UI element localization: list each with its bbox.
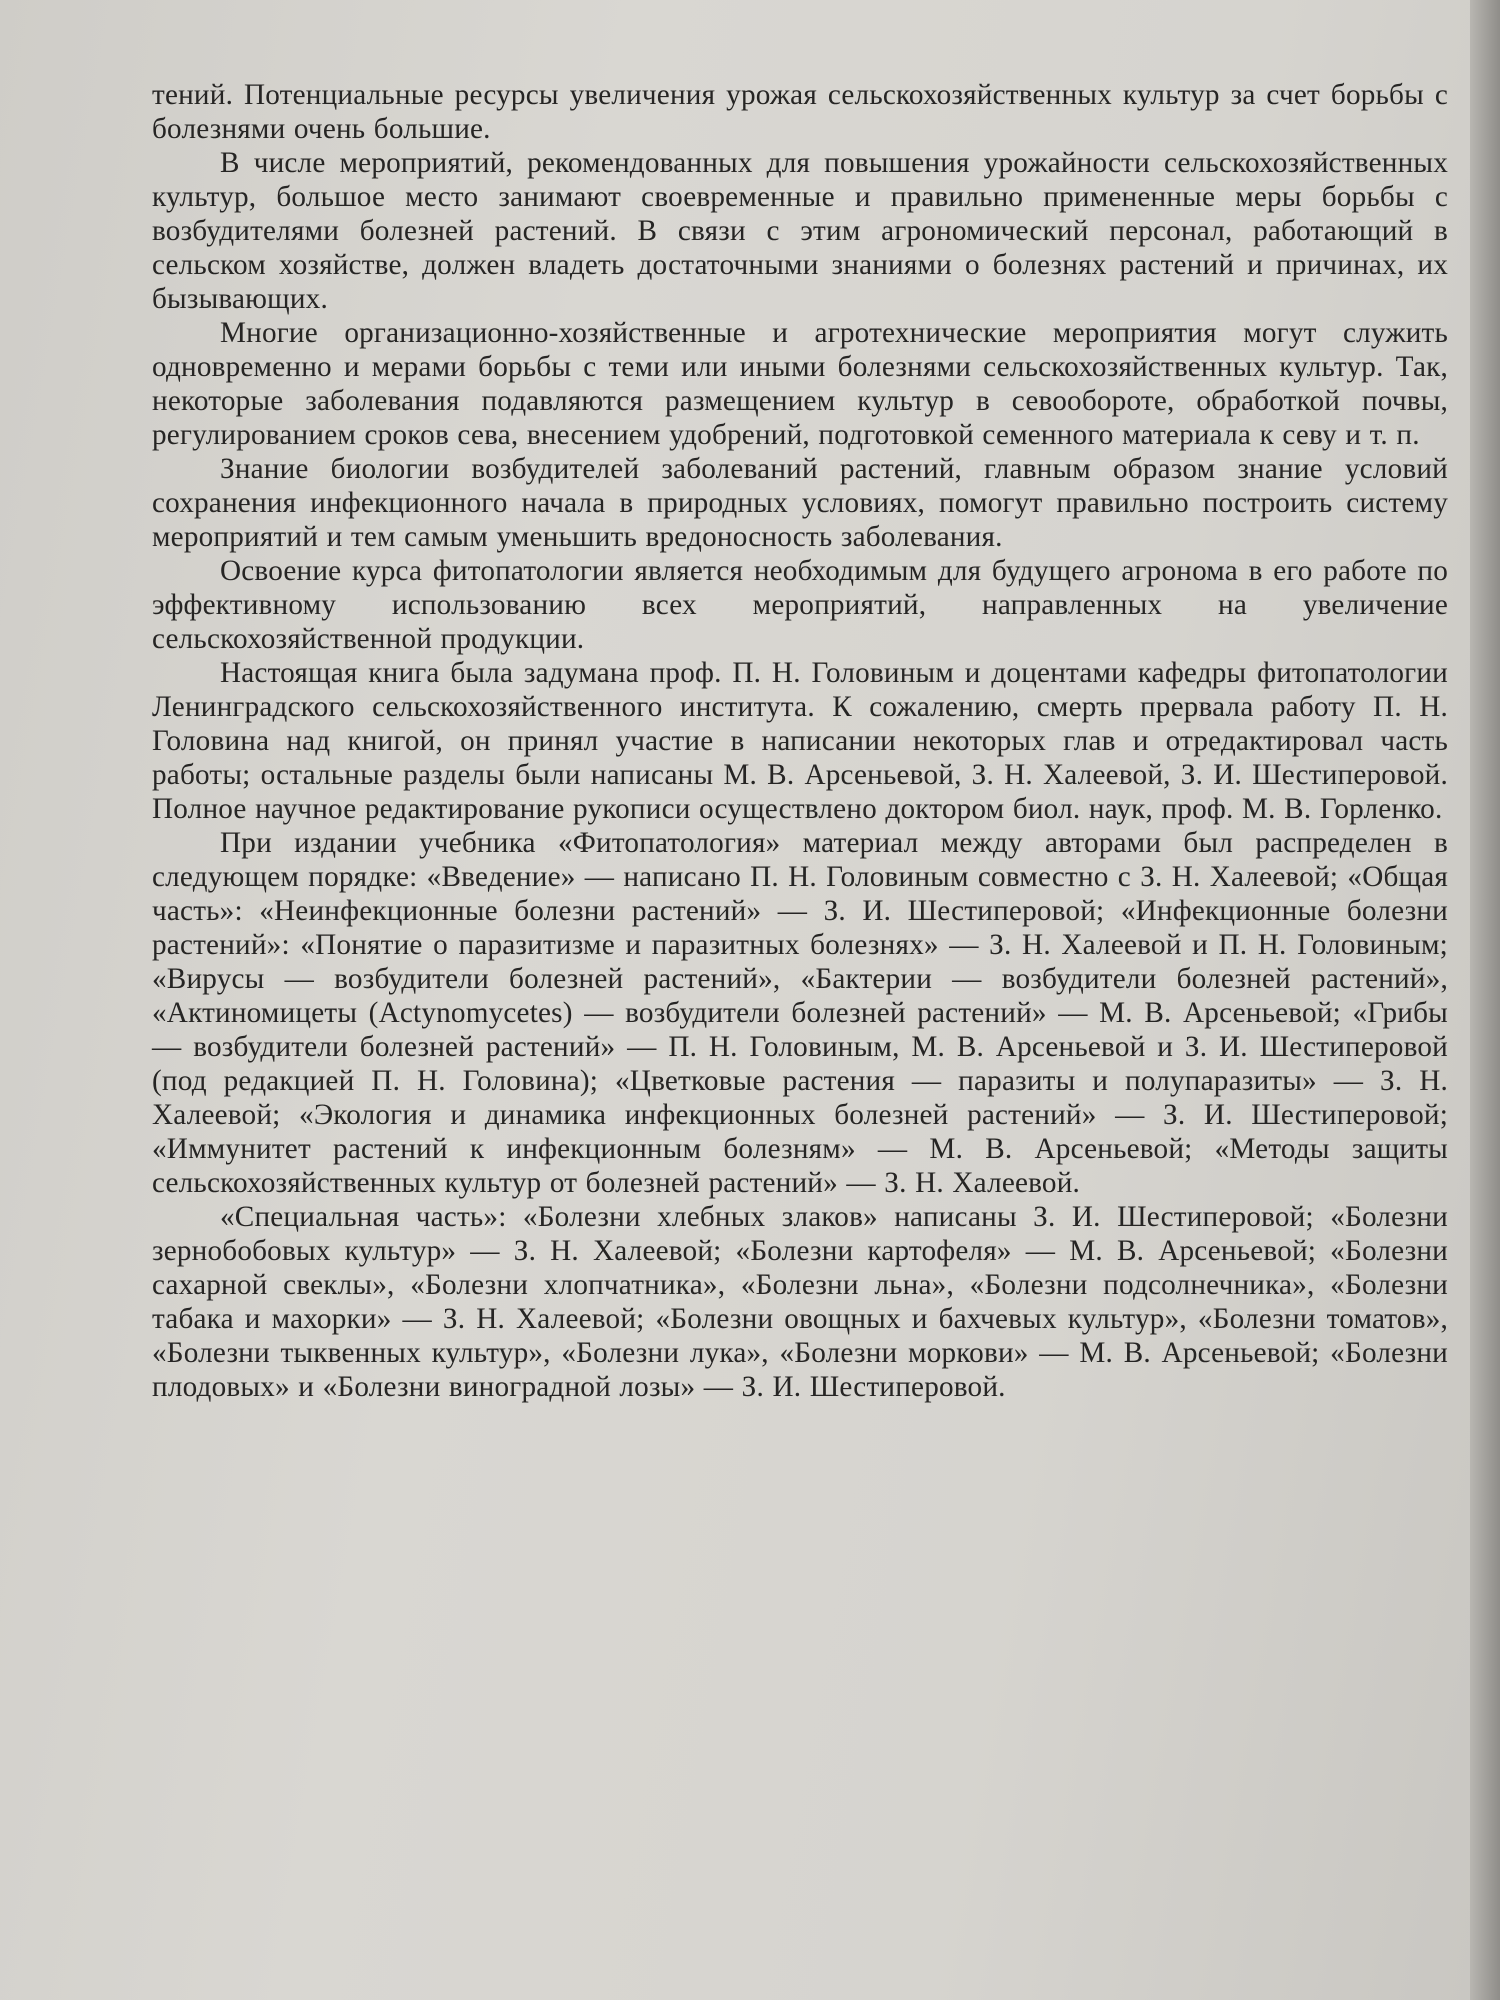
paragraph-7: При издании учебника «Фитопатология» материал между авторами был распределен в следующем порядке: «Введение» — написано П. Н. Головиным совместно с З. Н. Халеевой; «Общая часть»: «Неинфекционные болезни растений» — З. И. Шестиперовой; «Инфекционные болезни растений»: «Понятие о паразитизме и паразитных болезнях» — З. Н. Халеевой и П. Н. Головиным; «Вирусы — возбудители болезней растений», «Бактерии — возбудители болезней растений», «Актиномицеты (Actynomycetes) — возбудители болезней растений» — М. В. Арсеньевой; «Грибы — возбудители болезней растений» — П. Н. Головиным, М. В. Арсеньевой и З. И. Шестиперовой (под редакцией П. Н. Головина); «Цветковые растения — паразиты и полупаразиты» — З. Н. Халеевой; «Экология и динамика инфекционных болезней растений» — З. И. Шестиперовой; «Иммунитет растений к инфекционным болезням» — М. В. Арсеньевой; «Методы защиты сельскохозяйственных культур от болезней растений» — З. Н. Халеевой. <box>152 827 1448 1199</box>
body-text <box>152 78 1448 1404</box>
paragraph-4: Знание биологии возбудителей заболеваний растений, главным образом знание условий сохранения инфекционного начала в природных условиях, помогут правильно построить систему мероприятий и тем самым уменьшить вредоносность заболевания. <box>152 453 1448 553</box>
paragraph-2: В числе мероприятий, рекомендованных для повышения урожайности сельскохозяйственных культур, большое место занимают своевременные и правильно примененные меры борьбы с возбудителями болезней растений. В связи с этим агрономический персонал, работающий в сельском хозяйстве, должен владеть достаточными знаниями о болезнях растений и причинах, их бызывающих. <box>152 147 1448 315</box>
paragraph-1: тений. Потенциальные ресурсы увеличения урожая сельскохозяйственных культур за счет борьбы с болезнями очень большие. <box>152 79 1448 145</box>
page-edge-shadow <box>1470 0 1500 2000</box>
paragraph-8: «Специальная часть»: «Болезни хлебных злаков» написаны З. И. Шестиперовой; «Болезни зернобобовых культур» — З. Н. Халеевой; «Болезни картофеля» — М. В. Арсеньевой; «Болезни сахарной свеклы», «Болезни хлопчатника», «Болезни льна», «Болезни подсолнечника», «Болезни табака и махорки» — З. Н. Халеевой; «Болезни овощных и бахчевых культур», «Болезни томатов», «Болезни тыквенных культур», «Болезни лука», «Болезни моркови» — М. В. Арсеньевой; «Болезни плодовых» и «Болезни виноградной лозы» — З. И. Шестиперовой. <box>152 1201 1448 1403</box>
paragraph-5: Освоение курса фитопатологии является необходимым для будущего агронома в его работе по эффективному использованию всех мероприятий, направленных на увеличение сельскохозяйственной продукции. <box>152 555 1448 655</box>
paragraph-6: Настоящая книга была задумана проф. П. Н. Головиным и доцентами кафедры фитопатологии Ленинградского сельскохозяйственного института. К сожалению, смерть прервала работу П. Н. Головина над книгой, он принял участие в написании некоторых глав и отредактировал часть работы; остальные разделы были написаны М. В. Арсеньевой, З. Н. Халеевой, З. И. Шестиперовой. Полное научное редактирование рукописи осуществлено доктором биол. наук, проф. М. В. Горленко. <box>152 657 1448 825</box>
paragraph-3: Многие организационно-хозяйственные и агротехнические мероприятия могут служить одновременно и мерами борьбы с теми или иными болезнями сельскохозяйственных культур. Так, некоторые заболевания подавляются размещением культур в севообороте, обработкой почвы, регулированием сроков сева, внесением удобрений, подготовкой семенного материала к севу и т. п. <box>152 317 1448 451</box>
